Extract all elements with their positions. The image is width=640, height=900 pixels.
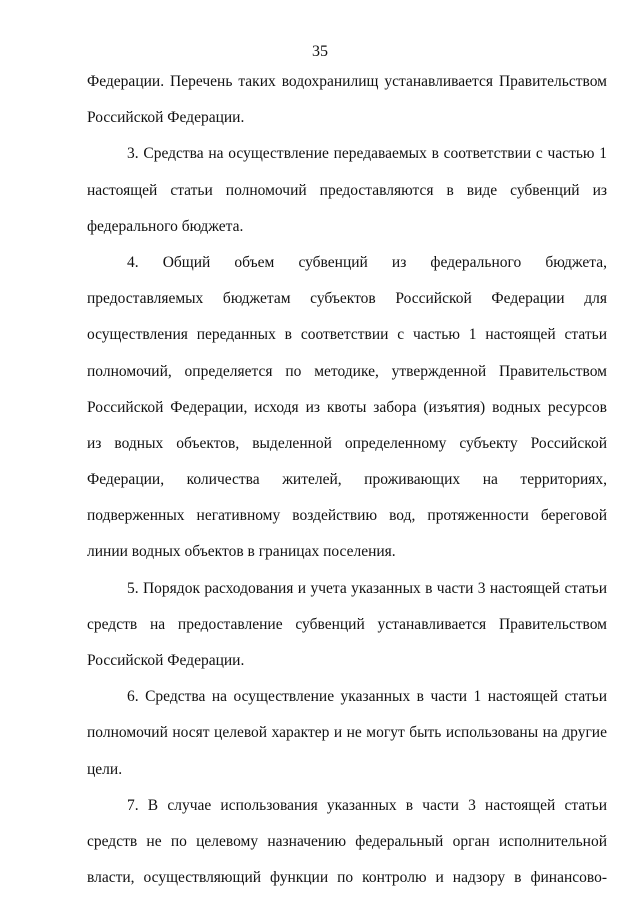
text-line: Российской Федерации, исходя из квоты забора (изъятия) водных ресурсов	[87, 398, 607, 416]
page-number: 35	[312, 43, 328, 60]
text-line: 6. Средства на осуществление указанных в части 1 настоящей статьи	[127, 688, 607, 706]
text-line: Федерации. Перечень таких водохранилищ устанавливается Правительством	[87, 73, 607, 90]
text-line: Российской Федерации.	[87, 109, 245, 127]
text-line: средств на предоставление субвенций устанавливается Правительством	[87, 615, 607, 633]
document-body	[87, 64, 607, 896]
text-line: власти, осуществляющий функции по контролю и надзору в финансово-	[87, 869, 607, 887]
text-line: предоставляемых бюджетам субъектов Российской Федерации для	[87, 290, 607, 308]
text-line: 3. Средства на осуществление передаваемых в соответствии с частью 1	[127, 145, 607, 163]
text-line: 4. Общий объем субвенций из федерального бюджета,	[127, 253, 607, 271]
text-line: подверженных негативному воздействию вод, протяженности береговой	[87, 507, 607, 525]
text-line: 7. В случае использования указанных в части 3 настоящей статьи	[127, 796, 607, 814]
text-line: 5. Порядок расходования и учета указанных в части 3 настоящей статьи	[127, 579, 607, 597]
text-line: Российской Федерации.	[87, 652, 245, 669]
text-line: цели.	[87, 760, 123, 778]
text-line: из водных объектов, выделенной определенному субъекту Российской	[87, 434, 607, 452]
text-line: настоящей статьи полномочий предоставляются в виде субвенций из	[87, 181, 607, 199]
text-line: Федерации, количества жителей, проживающих на территориях,	[87, 471, 607, 489]
text-line: федерального бюджета.	[87, 217, 244, 235]
text-line: линии водных объектов в границах поселения.	[87, 543, 396, 561]
text-line: полномочий носят целевой характер и не могут быть использованы на другие	[87, 724, 607, 742]
text-line: осуществления переданных в соответствии с частью 1 настоящей статьи	[87, 326, 607, 344]
text-line: средств не по целевому назначению федеральный орган исполнительной	[87, 832, 607, 850]
text-line: полномочий, определяется по методике, утвержденной Правительством	[87, 362, 607, 380]
